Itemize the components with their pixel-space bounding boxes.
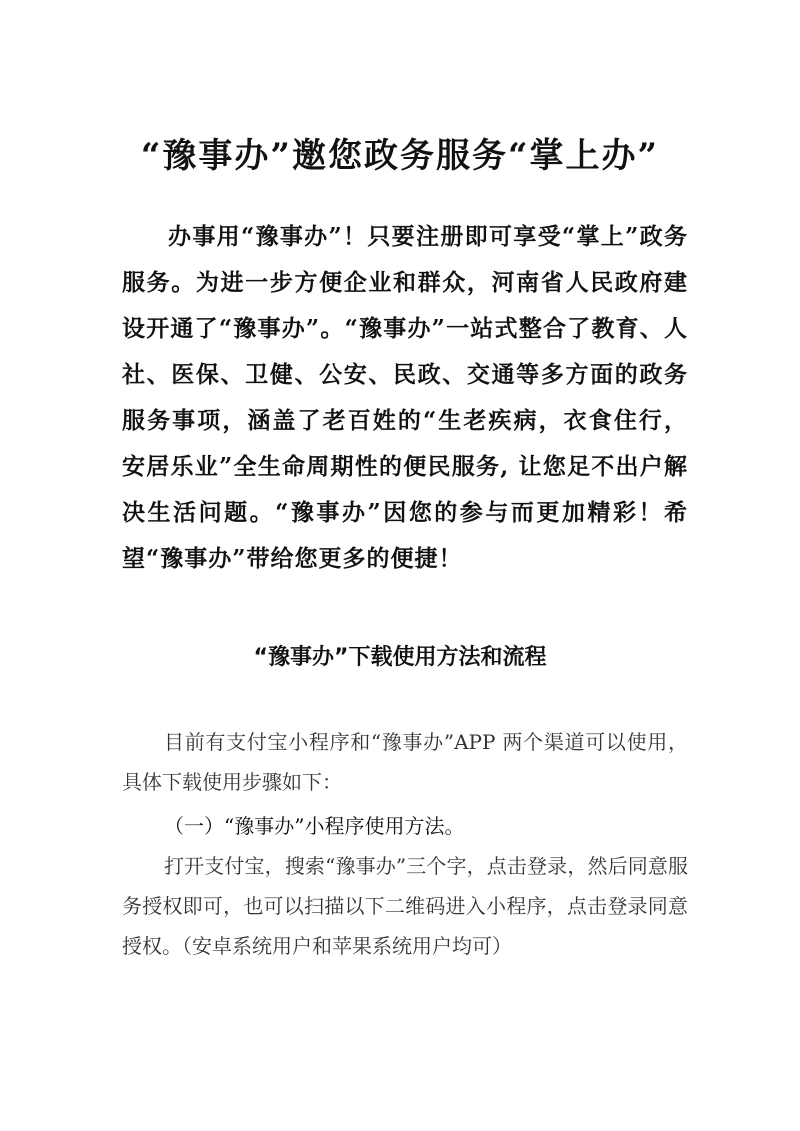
step1-heading: （一）“豫事办”小程序使用方法。 <box>164 814 465 838</box>
section-subtitle: “豫事办”下载使用方法和流程 <box>253 645 547 670</box>
document-title: “豫事办”邀您政务服务“掌上办” <box>140 136 660 176</box>
channels-paragraph: 目前有支付宝小程序和“豫事办”APP 两个渠道可以使用，具体下载使用步骤如下： <box>122 730 688 794</box>
step1-paragraph: 打开支付宝，搜索“豫事办”三个字，点击登录，然后同意服务授权即可，也可以扫描以下二维码进入小程序，点击登录同意授权。（安卓系统用户和苹果系统用户均可） <box>122 854 688 958</box>
intro-paragraph: 办事用“豫事办”！只要注册即可享受“掌上”政务服务。为进一步方便企业和群众，河南省人民政府建设开通了“豫事办”。“豫事办”一站式整合了教育、人社、医保、卫健、公安、民政、交通等多方面的政务服务事项，涵盖了老百姓的“生老疾病，衣食住行，安居乐业”全生命周期性的便民服务, 让您足不出户解决生活问题。“豫事办”因您的参与而更加精彩！希望“豫事办”带给您更多的便捷！ <box>122 223 688 572</box>
